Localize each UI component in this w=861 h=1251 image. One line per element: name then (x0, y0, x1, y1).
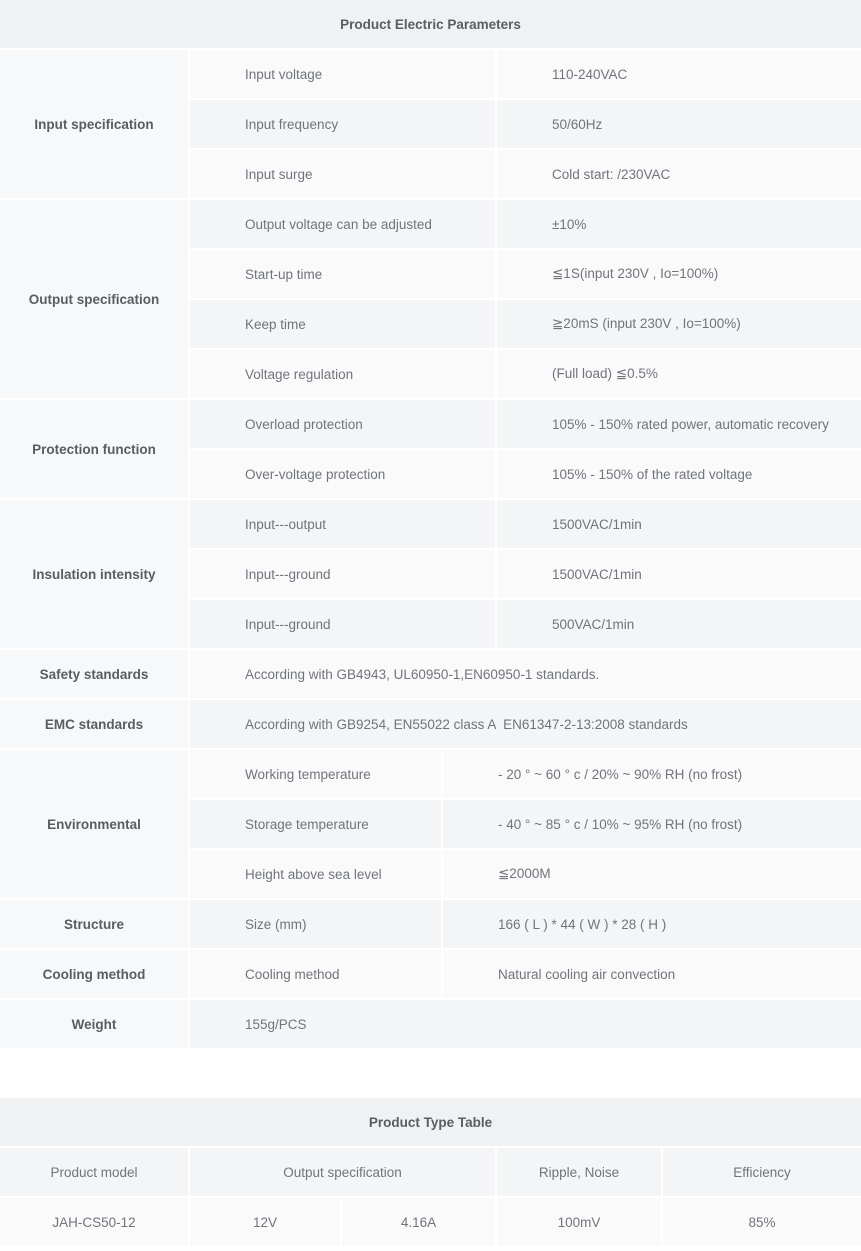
spec-value-cell: 1500VAC/1min (497, 500, 861, 548)
spec-row (190, 200, 861, 248)
group-label-cell: Protection function (0, 400, 188, 498)
product-type-title: Product Type Table (0, 1098, 861, 1146)
spec-group (0, 400, 861, 498)
type-header-cell: Efficiency (663, 1148, 861, 1196)
spec-row (190, 100, 861, 148)
group-label-cell: Environmental (0, 750, 188, 898)
spec-label-cell: Overload protection (190, 400, 495, 448)
type-table-data-row (0, 1198, 861, 1246)
type-data-cell: JAH-CS50-12 (0, 1198, 188, 1246)
spec-value-cell: ±10% (497, 200, 861, 248)
group-label-cell: Input specification (0, 50, 188, 198)
group-label-cell: Safety standards (0, 650, 188, 698)
spec-value-cell: 500VAC/1min (497, 600, 861, 648)
spec-label-cell: Input voltage (190, 50, 495, 98)
spec-value-cell: 110-240VAC (497, 50, 861, 98)
spec-label-cell: Storage temperature (190, 800, 441, 848)
spec-value-cell: 105% - 150% rated power, automatic recovery (497, 400, 861, 448)
type-header-cell: Output specification (190, 1148, 495, 1196)
spec-row (190, 50, 861, 98)
electric-parameters-groups (0, 50, 861, 1048)
spec-row (190, 700, 861, 748)
spec-value-cell: 166 ( L ) * 44 ( W ) * 28 ( H ) (443, 900, 861, 948)
group-rows (190, 650, 861, 698)
table-gap (0, 1048, 861, 1098)
group-label-cell: Weight (0, 1000, 188, 1048)
spec-row (190, 450, 861, 498)
spec-value-cell: 50/60Hz (497, 100, 861, 148)
spec-row (190, 850, 861, 898)
type-data-cell: 4.16A (342, 1198, 495, 1246)
group-rows (190, 700, 861, 748)
spec-value-cell: (Full load) ≦0.5% (497, 350, 861, 398)
group-label-cell: Output specification (0, 200, 188, 398)
spec-row (190, 150, 861, 198)
spec-label-cell: Size (mm) (190, 900, 441, 948)
spec-merged-cell: According with GB9254, EN55022 class A EN61347-2-13:2008 standards (190, 700, 861, 748)
group-rows (190, 750, 861, 898)
spec-row (190, 550, 861, 598)
group-label-cell: EMC standards (0, 700, 188, 748)
group-rows (190, 50, 861, 198)
spec-row (190, 650, 861, 698)
group-rows (190, 400, 861, 498)
type-data-cell: 85% (663, 1198, 861, 1246)
spec-value-cell: 105% - 150% of the rated voltage (497, 450, 861, 498)
spec-group (0, 50, 861, 198)
spec-row (190, 900, 861, 948)
spec-row (190, 350, 861, 398)
spec-row (190, 500, 861, 548)
type-table-header-row (0, 1148, 861, 1196)
spec-label-cell: Input---ground (190, 550, 495, 598)
spec-label-cell: Input---ground (190, 600, 495, 648)
type-data-cell: 12V (190, 1198, 340, 1246)
spec-group (0, 200, 861, 398)
group-rows (190, 200, 861, 398)
spec-value-cell: ≦1S(input 230V , Io=100%) (497, 250, 861, 298)
spec-row (190, 400, 861, 448)
type-header-cell: Product model (0, 1148, 188, 1196)
spec-value-cell: ≦2000M (443, 850, 861, 898)
spec-row (190, 950, 861, 998)
spec-group (0, 900, 861, 948)
spec-row (190, 300, 861, 348)
spec-label-cell: Over-voltage protection (190, 450, 495, 498)
spec-group (0, 750, 861, 898)
spec-label-cell: Input frequency (190, 100, 495, 148)
spec-group (0, 1000, 861, 1048)
spec-row (190, 250, 861, 298)
spec-group (0, 950, 861, 998)
spec-value-cell: ≧20mS (input 230V , Io=100%) (497, 300, 861, 348)
spec-label-cell: Start-up time (190, 250, 495, 298)
spec-group (0, 700, 861, 748)
spec-row (190, 800, 861, 848)
spec-label-cell: Voltage regulation (190, 350, 495, 398)
spec-value-cell: - 20 ° ~ 60 ° c / 20% ~ 90% RH (no frost) (443, 750, 861, 798)
group-label-cell: Cooling method (0, 950, 188, 998)
spec-label-cell: Keep time (190, 300, 495, 348)
electric-parameters-title: Product Electric Parameters (0, 0, 861, 48)
spec-value-cell: 1500VAC/1min (497, 550, 861, 598)
group-rows (190, 950, 861, 998)
spec-label-cell: Input surge (190, 150, 495, 198)
spec-label-cell: Output voltage can be adjusted (190, 200, 495, 248)
spec-row (190, 600, 861, 648)
spec-merged-cell: According with GB4943, UL60950-1,EN60950-1 standards. (190, 650, 861, 698)
spec-label-cell: Height above sea level (190, 850, 441, 898)
product-type-table (0, 1098, 861, 1246)
spec-group (0, 650, 861, 698)
group-rows (190, 1000, 861, 1048)
spec-merged-cell: 155g/PCS (190, 1000, 861, 1048)
spec-row (190, 750, 861, 798)
spec-label-cell: Working temperature (190, 750, 441, 798)
spec-group (0, 500, 861, 648)
spec-label-cell: Cooling method (190, 950, 441, 998)
type-data-cell: 100mV (497, 1198, 661, 1246)
spec-value-cell: Cold start: /230VAC (497, 150, 861, 198)
group-label-cell: Structure (0, 900, 188, 948)
type-header-cell: Ripple, Noise (497, 1148, 661, 1196)
group-rows (190, 500, 861, 648)
spec-value-cell: - 40 ° ~ 85 ° c / 10% ~ 95% RH (no frost) (443, 800, 861, 848)
spec-value-cell: Natural cooling air convection (443, 950, 861, 998)
group-label-cell: Insulation intensity (0, 500, 188, 648)
spec-row (190, 1000, 861, 1048)
spec-label-cell: Input---output (190, 500, 495, 548)
group-rows (190, 900, 861, 948)
